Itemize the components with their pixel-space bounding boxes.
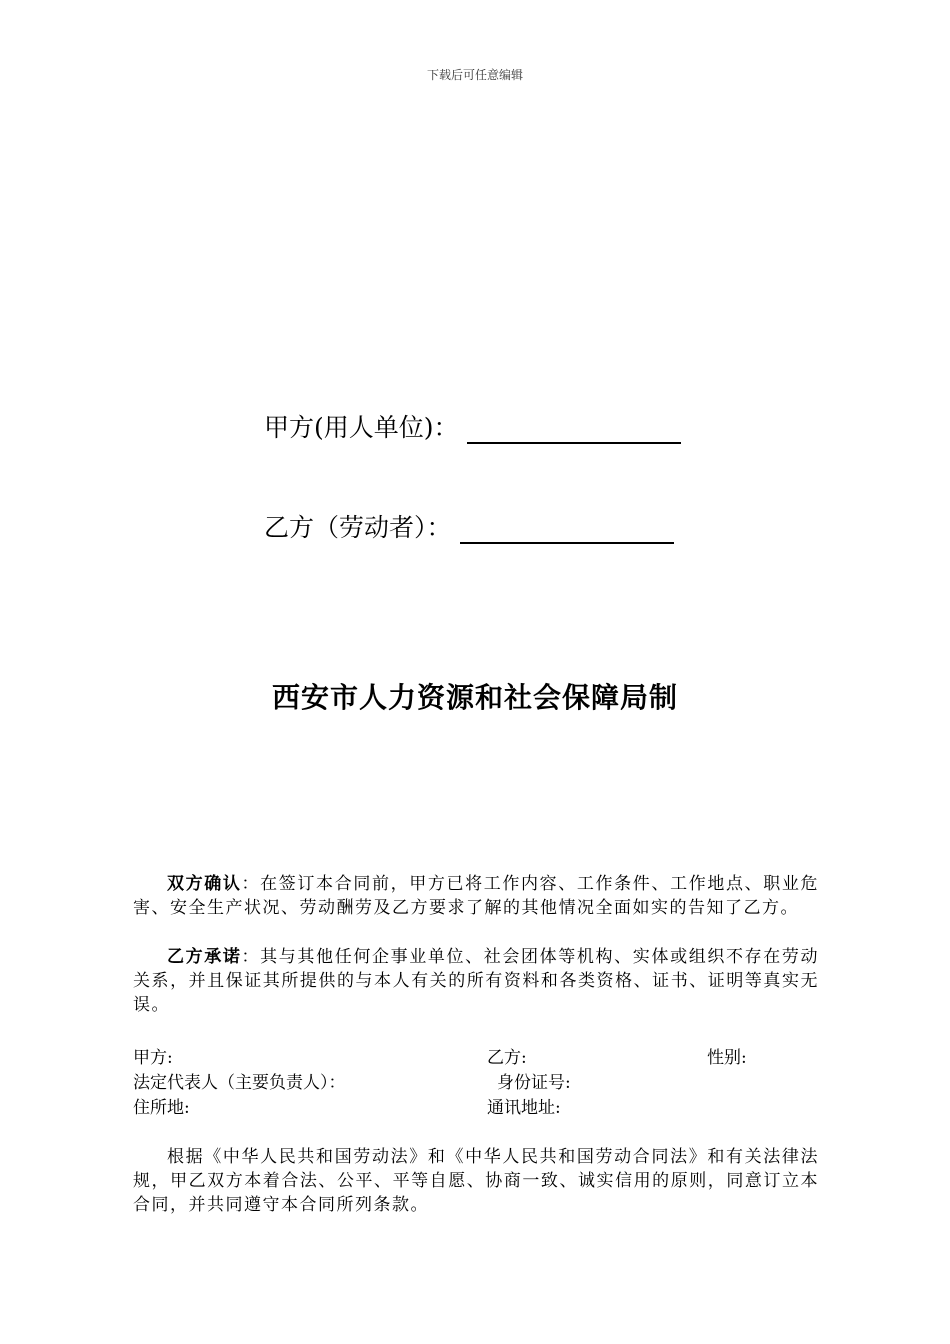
promise-lead: 乙方承诺 (167, 947, 242, 967)
party-a-line (264, 408, 681, 444)
party-b-line (264, 508, 674, 544)
header-note: 下载后可任意编辑 (426, 68, 523, 82)
confirmation-text: ：在签订本合同前，甲方已将工作内容、工作条件、工作地点、职业危害、安全生产状况、劳动酬劳及乙方要求了解的其他情况全面如实的告知了乙方。 (133, 874, 820, 918)
legal-basis-paragraph: 根据《中华人民共和国劳动法》和《中华人民共和国劳动合同法》和有关法律法规，甲乙双方本着合法、公平、平等自愿、协商一致、诚实信用的原则，同意订立本合同，并共同遵守本合同所列条款。 (133, 1147, 819, 1215)
promise-text: ：其与其他任何企事业单位、社会团体等机构、实体或组织不存在劳动关系，并且保证其所提供的与本人有关的所有资料和各类资格、证书、证明等真实无误。 (133, 947, 820, 1015)
legal-rep-field: 法定代表人（主要负责人）： (133, 1073, 346, 1093)
confirmation-paragraph (133, 872, 819, 920)
party-a-label: 甲方(用人单位)： (264, 413, 459, 442)
address-field: 住所地: (133, 1098, 190, 1118)
id-number-field: 身份证号: (497, 1073, 571, 1093)
party-b-label: 乙方（劳动者）： (264, 513, 452, 542)
mailing-address-field: 通讯地址: (487, 1098, 561, 1118)
party-a-field: 甲方: (133, 1048, 173, 1068)
party-b-field: 乙方: (487, 1048, 527, 1068)
party-a-blank (467, 416, 681, 444)
party-b-blank (460, 516, 674, 544)
confirmation-lead: 双方确认 (167, 874, 242, 894)
gender-field: 性别: (707, 1048, 747, 1068)
issuer-title: 西安市人力资源和社会保障局制 (271, 681, 678, 714)
promise-paragraph (133, 945, 819, 1017)
